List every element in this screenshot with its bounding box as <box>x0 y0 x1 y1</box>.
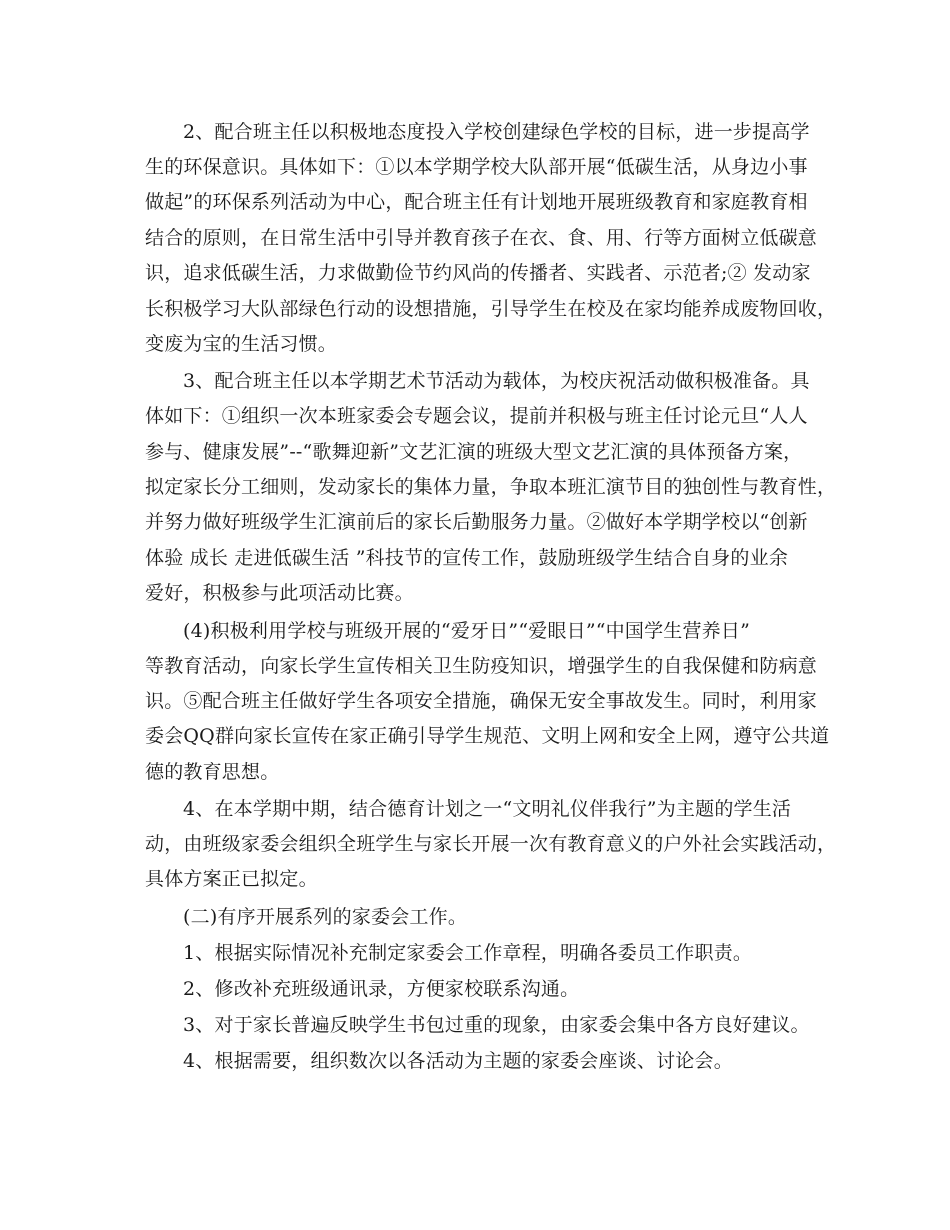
text-line: 并努力做好班级学生汇演前后的家长后勤服务力量。②做好本学期学校以“创新 <box>145 511 808 533</box>
text-line: 体如下：①组织一次本班家委会专题会议，提前并积极与班主任讨论元旦“人人 <box>145 405 808 427</box>
text-line: 拟定家长分工细则，发动家长的集体力量，争取本班汇演节目的独创性与教育性， <box>145 476 837 498</box>
text-line: 体验 成长 走进低碳生活 ”科技节的宣传工作，鼓励班级学生结合自身的业余 <box>145 547 789 569</box>
text-line: 德的教育思想。 <box>145 761 280 783</box>
text-line: 1、根据实际情况补充制定家委会工作章程，明确各委员工作职责。 <box>183 942 753 964</box>
text-line: 3、对于家长普遍反映学生书包过重的现象，由家委会集中各方良好建议。 <box>183 1014 810 1036</box>
text-line: 长积极学习大队部绿色行动的设想措施，引导学生在校及在家均能养成废物回收， <box>145 298 837 320</box>
text-line: 识。⑤配合班主任做好学生各项安全措施，确保无安全事故发生。同时，利用家 <box>145 690 818 712</box>
text-line: 变废为宝的生活习惯。 <box>145 333 338 355</box>
text-line: 4、在本学期中期，结合德育计划之一“文明礼仪伴我行”为主题的学生活 <box>183 798 792 820</box>
section-heading: (二)有序开展系列的家委会工作。 <box>183 906 468 928</box>
text-line: 2、修改补充班级通讯录，方便家校联系沟通。 <box>183 978 580 1000</box>
text-line: 做起”的环保系列活动为中心，配合班主任有计划地开展班级教育和家庭教育相 <box>145 191 808 213</box>
text-line: 2、配合班主任以积极地态度投入学校创建绿色学校的目标，进一步提高学 <box>183 121 810 143</box>
text-line: 参与、健康发展”--“歌舞迎新”文艺汇演的班级大型文艺汇演的具体预备方案， <box>145 441 803 463</box>
text-line: 爱好，积极参与此项活动比赛。 <box>145 582 414 604</box>
text-line: 等教育活动，向家长学生宣传相关卫生防疫知识，增强学生的自我保健和防病意 <box>145 655 818 677</box>
text-line: 3、配合班主任以本学期艺术节活动为载体，为校庆祝活动做积极准备。具 <box>183 370 810 392</box>
text-line: 4、根据需要，组织数次以各活动为主题的家委会座谈、讨论会。 <box>183 1050 733 1072</box>
text-line: 委会QQ群向家长宣传在家正确引导学生规范、文明上网和安全上网，遵守公共道 <box>145 725 830 747</box>
text-line: 识，追求低碳生活，力求做勤俭节约风尚的传播者、实践者、示范者;② 发动家 <box>145 262 811 284</box>
text-line: 动，由班级家委会组织全班学生与家长开展一次有教育意义的户外社会实践活动， <box>145 833 837 855</box>
text-line: 生的环保意识。具体如下：①以本学期学校大队部开展“低碳生活，从身边小事 <box>145 156 808 178</box>
text-line: 具体方案正已拟定。 <box>145 868 318 890</box>
text-line: 结合的原则，在日常生活中引导并教育孩子在衣、食、用、行等方面树立低碳意 <box>145 227 818 249</box>
text-line: (4)积极利用学校与班级开展的“爱牙日”“爱眼日”“中国学生营养日” <box>183 620 750 642</box>
